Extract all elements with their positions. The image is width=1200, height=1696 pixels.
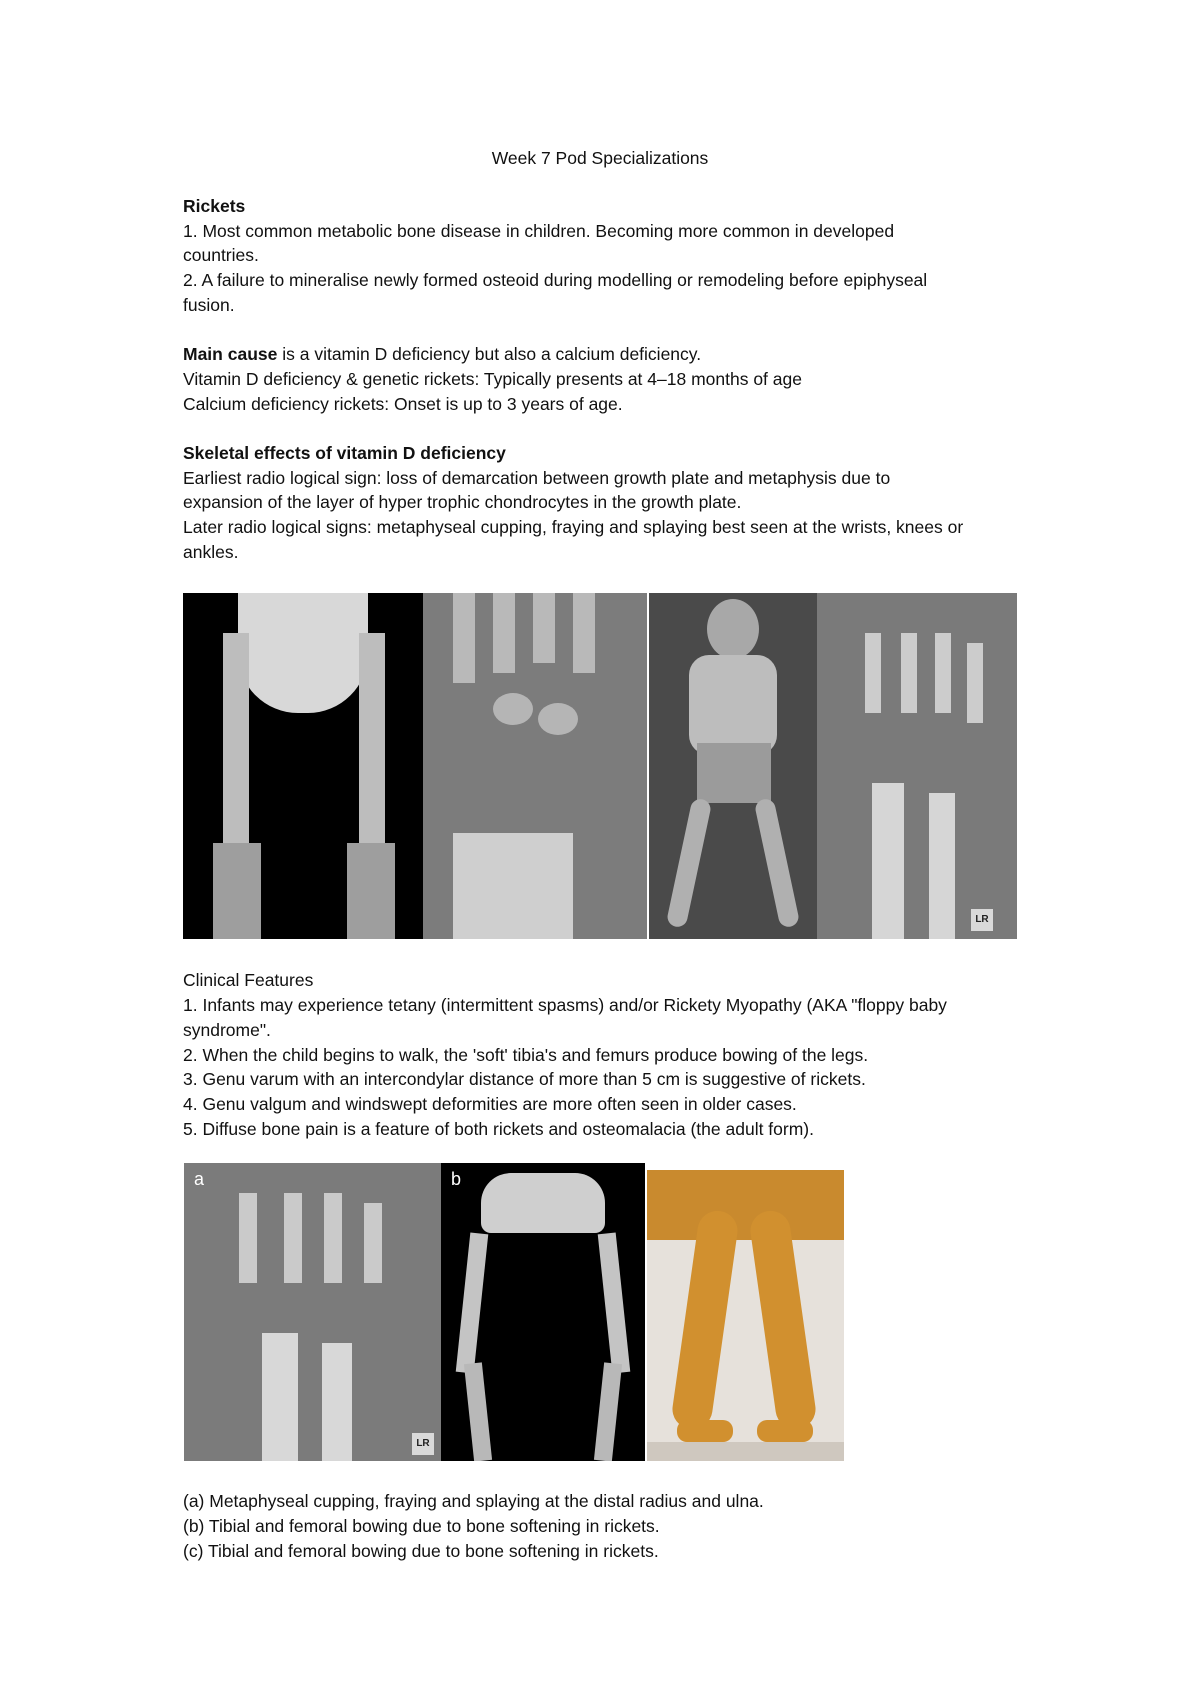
later-sign-cont: ankles.: [183, 542, 239, 562]
clinical-point-2: 2. When the child begins to walk, the 'soft' tibia's and femurs produce bowing of the legs.: [183, 1045, 869, 1065]
clinical-point-1-cont: syndrome".: [183, 1020, 271, 1040]
clinical-point-5: 5. Diffuse bone pain is a feature of both rickets and osteomalacia (the adult form).: [183, 1119, 814, 1139]
lr-marker-a: LR: [412, 1433, 434, 1455]
later-sign-line: Later radio logical signs: metaphyseal cupping, fraying and splaying best seen at the wrists, knees or: [183, 517, 964, 537]
clinical-heading: Clinical Features: [183, 970, 314, 990]
rickets-point-1: 1. Most common metabolic bone disease in children. Becoming more common in developed: [183, 221, 895, 241]
panel-a-wrist-xray: [184, 1163, 441, 1461]
main-cause-line: Main cause is a vitamin D deficiency but also a calcium deficiency.: [183, 344, 702, 364]
caption-b: (b) Tibial and femoral bowing due to bone softening in rickets.: [183, 1516, 660, 1536]
wrist-xray-image: [423, 593, 647, 939]
clinical-point-4: 4. Genu valgum and windswept deformities are more often seen in older cases.: [183, 1094, 797, 1114]
skeletal-heading: Skeletal effects of vitamin D deficiency: [183, 443, 506, 463]
knee-xray-image: [183, 593, 423, 939]
rickets-point-2-cont: fusion.: [183, 295, 235, 315]
rickets-heading: Rickets: [183, 196, 246, 216]
panel-c-legs-photo: [647, 1170, 844, 1461]
page-title: Week 7 Pod Specializations: [491, 148, 709, 168]
panel-b-label: b: [451, 1169, 462, 1189]
panel-b-leg-xray: [441, 1163, 645, 1461]
caption-a: (a) Metaphyseal cupping, fraying and splaying at the distal radius and ulna.: [183, 1491, 764, 1511]
rickets-point-2: 2. A failure to mineralise newly formed osteoid during modelling or remodeling before epiphyseal: [183, 270, 928, 290]
child-bowed-legs-photo: [649, 593, 817, 939]
hand-wrist-xray-image: [817, 593, 1017, 939]
panel-a-label: a: [194, 1169, 205, 1189]
earliest-sign-cont: expansion of the layer of hyper trophic chondrocytes in the growth plate.: [183, 492, 742, 512]
caption-c: (c) Tibial and femoral bowing due to bone softening in rickets.: [183, 1541, 659, 1561]
vitamin-d-line: Vitamin D deficiency & genetic rickets: Typically presents at 4–18 months of age: [183, 369, 802, 389]
lr-marker: LR: [971, 909, 993, 931]
clinical-point-1: 1. Infants may experience tetany (intermittent spasms) and/or Rickety Myopathy (AKA "floppy baby: [183, 995, 947, 1015]
calcium-line: Calcium deficiency rickets: Onset is up to 3 years of age.: [183, 394, 623, 414]
rickets-point-1-cont: countries.: [183, 245, 259, 265]
clinical-point-3: 3. Genu varum with an intercondylar distance of more than 5 cm is suggestive of rickets.: [183, 1069, 866, 1089]
earliest-sign-line: Earliest radio logical sign: loss of demarcation between growth plate and metaphysis due to: [183, 468, 891, 488]
